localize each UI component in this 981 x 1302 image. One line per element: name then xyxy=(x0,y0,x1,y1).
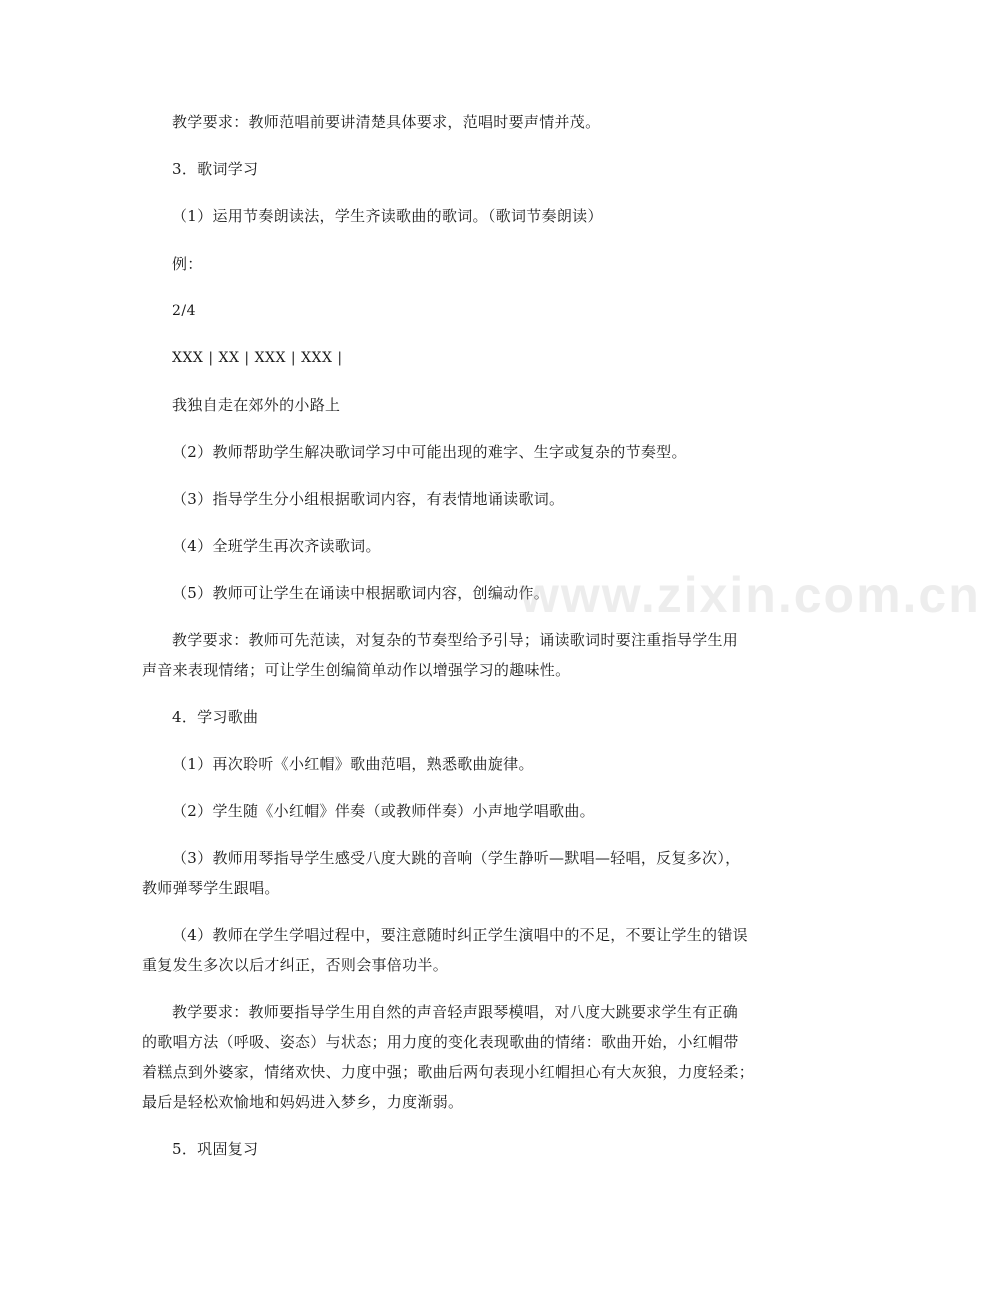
step-song-3-line2: 教师弹琴学生跟唱。 xyxy=(142,879,280,897)
section-heading-lyrics: 3．歌词学习 xyxy=(172,160,259,178)
teaching-requirement-2-line1: 教学要求：教师可先范读，对复杂的节奏型给予引导；诵读歌词时要注重指导学生用 xyxy=(172,631,739,649)
step-song-1: （1）再次聆听《小红帽》歌曲范唱，熟悉歌曲旋律。 xyxy=(172,755,534,773)
rhythm-pattern: XXX | XX | XXX | XXX | xyxy=(172,350,343,366)
section-heading-song: 4．学习歌曲 xyxy=(172,708,259,726)
teaching-requirement-2-line2: 声音来表现情绪；可让学生创编简单动作以增强学习的趣味性。 xyxy=(142,661,571,679)
step-lyrics-4: （4）全班学生再次齐读歌词。 xyxy=(172,537,381,555)
step-lyrics-5: （5）教师可让学生在诵读中根据歌词内容，创编动作。 xyxy=(172,584,550,602)
lyric-line: 我独自走在郊外的小路上 xyxy=(172,396,341,414)
teaching-requirement-3-line4: 最后是轻松欢愉地和妈妈进入梦乡，力度渐弱。 xyxy=(142,1093,464,1111)
watermark-text: www.zixin.com.cn xyxy=(520,567,981,623)
time-signature: 2/4 xyxy=(172,303,197,319)
step-song-4-line1: （4）教师在学生学唱过程中，要注意随时纠正学生演唱中的不足，不要让学生的错误 xyxy=(172,926,748,944)
teaching-requirement-1: 教学要求：教师范唱前要讲清楚具体要求，范唱时要声情并茂。 xyxy=(172,113,601,131)
example-label: 例： xyxy=(172,255,203,273)
step-song-3-line1: （3）教师用琴指导学生感受八度大跳的音响（学生静听—默唱—轻唱，反复多次）， xyxy=(172,849,741,867)
step-lyrics-1: （1）运用节奏朗读法，学生齐读歌曲的歌词。（歌词节奏朗读） xyxy=(172,207,603,225)
step-song-4-line2: 重复发生多次以后才纠正，否则会事倍功半。 xyxy=(142,956,449,974)
step-lyrics-3: （3）指导学生分小组根据歌词内容，有表情地诵读歌词。 xyxy=(172,490,565,508)
section-heading-review: 5．巩固复习 xyxy=(172,1140,259,1158)
teaching-requirement-3-line3: 着糕点到外婆家，情绪欢快、力度中强；歌曲后两句表现小红帽担心有大灰狼，力度轻柔； xyxy=(142,1063,755,1081)
teaching-requirement-3-line1: 教学要求：教师要指导学生用自然的声音轻声跟琴模唱，对八度大跳要求学生有正确 xyxy=(172,1003,739,1021)
teaching-requirement-3-line2: 的歌唱方法（呼吸、姿态）与状态；用力度的变化表现歌曲的情绪：歌曲开始，小红帽带 xyxy=(142,1033,739,1051)
step-lyrics-2: （2）教师帮助学生解决歌词学习中可能出现的难字、生字或复杂的节奏型。 xyxy=(172,443,687,461)
step-song-2: （2）学生随《小红帽》伴奏（或教师伴奏）小声地学唱歌曲。 xyxy=(172,802,595,820)
